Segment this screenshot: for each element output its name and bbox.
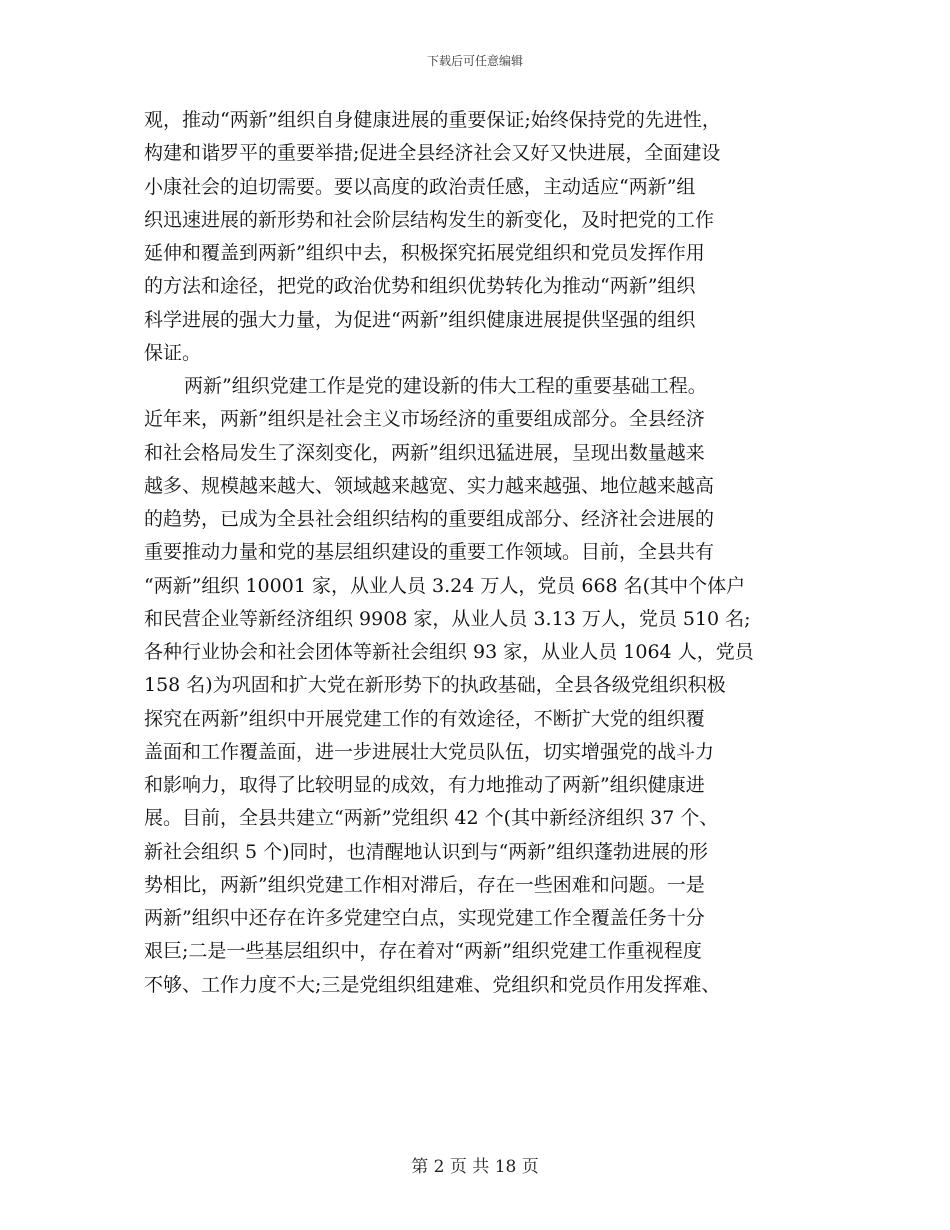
text-line: 不够、工作力度不大;三是党组织组建难、党组织和党员作用发挥难、 — [144, 973, 721, 996]
text-line: 观，推动“两新”组织自身健康进展的重要保证;始终保持党的先进性， — [144, 109, 721, 131]
text-line: 保证。 — [144, 341, 202, 364]
text-line: 势相比，两新”组织党建工作相对滞后，存在一些困难和问题。一是 — [144, 873, 705, 896]
text-line: 的趋势，已成为全县社会组织结构的重要组成部分、经济社会进展的 — [144, 508, 715, 530]
text-line: 展。目前，全县共建立“两新”党组织 42 个(其中新经济组织 37 个、 — [144, 807, 719, 830]
text-line: 延伸和覆盖到两新”组织中去，积极探究拓展党组织和党员发挥作用 — [144, 242, 705, 264]
text-line: 科学进展的强大力量，为促进“两新”组织健康进展提供坚强的组织 — [144, 308, 696, 331]
text-line: 重要推动力量和党的基层组织建设的重要工作领域。目前，全县共有 — [144, 541, 715, 564]
text-line: 近年来，两新”组织是社会主义市场经济的重要组成部分。全县经济 — [144, 408, 705, 431]
text-line: 和民营企业等新经济组织 9908 家，从业人员 3.13 万人，党员 510 名; — [144, 607, 751, 630]
text-line: 小康社会的迫切需要。要以高度的政治责任感，主动适应“两新”组 — [144, 175, 696, 198]
page-header: 下载后可任意编辑 — [426, 54, 523, 68]
document-body — [144, 104, 814, 1002]
text-line: “两新”组织 10001 家，从业人员 3.24 万人，党员 668 名(其中个体户 — [144, 574, 746, 597]
text-line: 盖面和工作覆盖面，进一步进展壮大党员队伍，切实增强党的战斗力 — [144, 740, 715, 763]
text-line: 的方法和途径，把党的政治优势和组织优势转化为推动“两新”组织 — [144, 275, 696, 298]
text-line: 和影响力，取得了比较明显的成效，有力地推动了两新”组织健康进 — [144, 774, 705, 796]
text-line: 艰巨;二是一些基层组织中，存在着对“两新”组织党建工作重视程度 — [144, 940, 702, 963]
page-number-footer: 第 2 页 共 18 页 — [411, 1157, 539, 1177]
text-line: 构建和谐罗平的重要举措;促进全县经济社会又好又快进展，全面建设 — [144, 142, 721, 165]
text-line: 新社会组织 5 个)同时，也清醒地认识到与“两新”组织蓬勃进展的形 — [144, 840, 709, 863]
text-line: 各种行业协会和社会团体等新社会组织 93 家，从业人员 1064 人，党员 — [144, 641, 754, 663]
paragraph-first-line: 两新”组织党建工作是党的建设新的伟大工程的重要基础工程。 — [184, 375, 707, 397]
text-line: 越多、规模越来越大、领域越来越宽、实力越来越强、地位越来越高 — [144, 474, 715, 497]
text-line: 织迅速进展的新形势和社会阶层结构发生的新变化，及时把党的工作 — [144, 208, 715, 231]
text-line: 两新”组织中还存在许多党建空白点，实现党建工作全覆盖任务十分 — [144, 907, 705, 929]
text-line: 158 名)为巩固和扩大党在新形势下的执政基础，全县各级党组织积极 — [144, 674, 726, 697]
text-line: 和社会格局发生了深刻变化，两新”组织迅猛进展，呈现出数量越来 — [144, 441, 705, 464]
text-line: 探究在两新”组织中开展党建工作的有效途径，不断扩大党的组织覆 — [144, 707, 705, 730]
